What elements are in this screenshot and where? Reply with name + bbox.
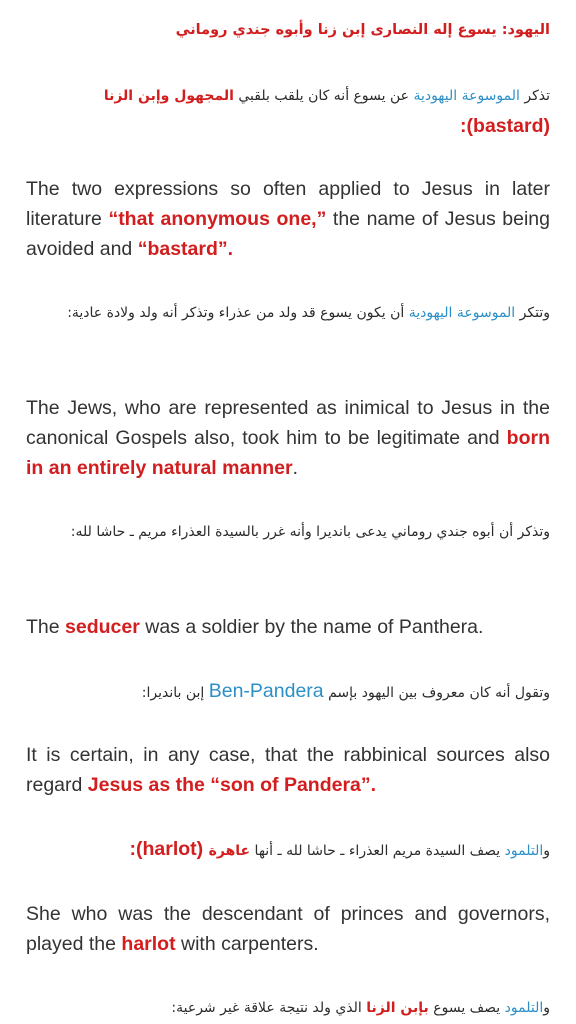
- quote-text: with carpenters.: [175, 933, 319, 955]
- arabic-text: و: [543, 1000, 550, 1016]
- quote-text: The: [26, 616, 66, 638]
- quote-text: .: [292, 457, 298, 479]
- arabic-paragraph-3: [26, 517, 550, 547]
- highlight-text: seducer: [65, 616, 140, 638]
- english-quote-2: [26, 393, 550, 483]
- arabic-text: وتتكر: [515, 305, 550, 321]
- arabic-text: يصف السيدة مريم العذراء ـ حاشا لله ـ أنها: [250, 843, 505, 859]
- highlight-text: born in an entirely natural manner: [26, 427, 550, 479]
- english-quote-3: [26, 612, 550, 642]
- arabic-paragraph-4: [26, 676, 550, 708]
- quote-text: The Jews, who are represented as inimical to Jesus in the canonical Gospels also, took him to be legitimate and: [26, 397, 550, 449]
- arabic-text: وتقول أنه كان معروف بين اليهود بإسم: [323, 685, 550, 701]
- arabic-paragraph-5: [26, 834, 550, 866]
- arabic-text: إبن بانديرا:: [141, 685, 209, 701]
- ben-pandera-link[interactable]: Ben-Pandera: [208, 680, 324, 702]
- quote-text: The two expressions so often applied to Jesus in later literature: [26, 178, 550, 230]
- arabic-text: عن يسوع أنه كان يلقب بلقبي: [233, 88, 414, 104]
- quote-text: It is certain, in any case, that the rabbinical sources also regard: [26, 744, 550, 796]
- english-quote-4: [26, 740, 550, 800]
- arabic-text: أن يكون يسوع قد ولد من عذراء وتذكر أنه ولد ولادة عادية:: [67, 305, 409, 321]
- arabic-paragraph-2: [26, 298, 550, 328]
- arabic-text: و: [543, 843, 550, 859]
- english-quote-5: [26, 899, 550, 959]
- jewish-encyclopedia-link[interactable]: الموسوعة اليهودية: [413, 88, 520, 104]
- arabic-text: يصف يسوع: [428, 1000, 505, 1016]
- arabic-paragraph-6: [26, 993, 550, 1023]
- english-quote-1: [26, 174, 550, 264]
- highlight-text: إبن الزنا: [103, 88, 161, 104]
- arabic-text: وتذكر أن أبوه جندي روماني يدعى بانديرا وأنه غرر بالسيدة العذراء مريم ـ حاشا لله:: [70, 524, 550, 540]
- quote-text: the name of Jesus being avoided and: [26, 208, 550, 260]
- highlight-text: بإبن الزنا: [366, 1000, 429, 1016]
- arabic-text: الذي ولد نتيجة علاقة غير شرعية:: [171, 1000, 367, 1016]
- highlight-text: “that anonymous one,”: [108, 208, 327, 230]
- arabic-paragraph-1: [26, 79, 550, 143]
- highlight-text: (bastard):: [460, 115, 550, 137]
- highlight-text: المجهول: [174, 88, 234, 104]
- talmud-link[interactable]: التلمود: [504, 1000, 544, 1016]
- talmud-link[interactable]: التلمود: [504, 843, 544, 859]
- arabic-text: و: [160, 88, 175, 104]
- highlight-text: harlot: [121, 933, 176, 955]
- article-heading: اليهود: يسوع إله النصارى إبن زنا وأبوه جندي روماني: [175, 22, 550, 38]
- highlight-text: “bastard”.: [137, 238, 234, 260]
- quote-text: was a soldier by the name of Panthera.: [139, 616, 484, 638]
- highlight-text: (harlot):: [129, 838, 209, 860]
- highlight-text: Jesus as the “son of Pandera”.: [87, 774, 377, 796]
- highlight-text: عاهرة: [208, 843, 251, 859]
- arabic-text: تذكر: [519, 88, 550, 104]
- quote-text: She who was the descendant of princes and governors, played the: [26, 903, 550, 955]
- jewish-encyclopedia-link[interactable]: الموسوعة اليهودية: [408, 305, 516, 321]
